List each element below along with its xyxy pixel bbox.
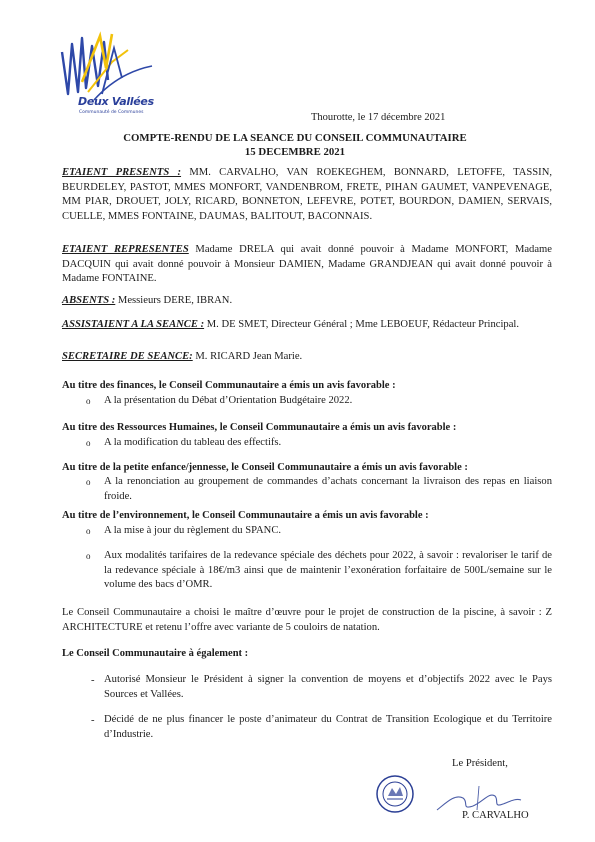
section-heading-enfance: Au titre de la petite enfance/jennesse, le Conseil Communautaire a émis un avis favorable : [62,462,468,473]
signature-name: P. CARVALHO [462,810,529,821]
bullet-marker: o [86,526,91,536]
egalement-item-convention: Autorisé Monsieur le Président à signer la convention de moyens et d’objectifs 2022 avec le Pays Sources et Vallées. [104,674,552,700]
absents-paragraph [62,294,552,309]
bullet-marker: o [86,438,91,448]
dash-marker: - [91,715,95,726]
logo-subtitle: Communauté de Communes [79,110,144,115]
presents-paragraph [62,166,552,224]
representes-label: ETAIENT REPRESENTES [62,244,189,255]
section-heading-finances: Au titre des finances, le Conseil Communautaire a émis un avis favorable : [62,380,396,391]
document-title: COMPTE-RENDU DE LA SEANCE DU CONSEIL COMMUNAUTAIRE [123,132,467,144]
section-heading-rh: Au titre des Ressources Humaines, le Conseil Communautaire a émis un avis favorable : [62,422,457,433]
environnement-item-redevance: Aux modalités tarifaires de la redevance spéciale des déchets pour 2022, à savoir : revaloriser le tarif de la redevance spéciale à 18€/m3 ainsi que de maintenir l’exonération forfaitaire de 500L/semaine sur le volume des bacs d’OMR. [104,550,552,590]
dash-marker: - [91,675,95,686]
date-line: Thourotte, le 17 décembre 2021 [311,112,446,123]
environnement-item-spanc: A la mise à jour du règlement du SPANC. [104,525,282,536]
document-date-title: 15 DECEMBRE 2021 [244,146,346,158]
section-heading-environnement: Au titre de l’environnement, le Conseil Communautaire a émis un avis favorable : [62,510,429,521]
logo-name: Deux Vallées [78,95,154,108]
assistaient-paragraph [62,318,552,333]
finances-item: A la présentation du Débat d’Orientation Budgétaire 2022. [104,395,353,406]
bullet-marker: o [86,477,91,487]
presents-label: ETAIENT PRESENTS : [62,167,182,178]
representes-paragraph [62,243,552,287]
secretaire-text: M. RICARD Jean Marie. [192,351,303,362]
secretaire-label: SECRETAIRE DE SEANCE: [62,351,193,362]
signature-role: Le Président, [452,758,508,769]
rh-item: A la modification du tableau des effectifs. [104,437,282,448]
secretaire-paragraph [62,350,552,365]
official-seal-stamp [375,774,415,814]
assistaient-text: M. DE SMET, Directeur Général ; Mme LEBOEUF, Rédacteur Principal. [204,319,520,330]
egalement-item-animateur: Décidé de ne plus financer le poste d’animateur du Contrat de Transition Ecologique et du Territoire d’Industrie. [104,714,552,740]
bullet-marker: o [86,396,91,406]
enfance-item: A la renonciation au groupement de commandes d’achats concernant la livraison des repas en liaison froide. [104,476,552,502]
egalement-heading: Le Conseil Communautaire à également : [62,648,249,659]
piscine-paragraph: Le Conseil Communautaire a choisi le maître d’œuvre pour le projet de construction de la piscine, à savoir : Z ARCHITECTURE et retenu l’offre avec variante de 5 couloirs de natation. [62,607,552,633]
absents-text: Messieurs DERE, IBRAN. [115,295,233,306]
bullet-marker: o [86,551,91,561]
absents-label: ABSENTS : [62,295,116,306]
representes-text: Madame DRELA qui avait donné pouvoir à Madame MONFORT, Madame DACQUIN qui avait donné pouvoir à Monsieur DAMIEN, Madame GRANDJEAN qui avait donné pouvoir à Madame FONTAINE. [62,244,553,284]
assistaient-label: ASSISTAIENT A LA SEANCE : [62,319,205,330]
presents-text: MM. CARVALHO, VAN ROEKEGHEM, BONNARD, LETOFFE, TASSIN, BEURDELEY, PASTOT, MMES MONFORT, VANDENBROM, FRETE, PIHAN GAUMET, VANPEVENAGE, MM PIAR, DROUET, JOLY, RICARD, BONNETON, LEFEVRE, POTET, BOURDON, DAMIEN, SERVAIS, CUELLE, MMES FONTAINE, DAUMAS, BALITOUT, BACONNAIS. [62,167,552,222]
